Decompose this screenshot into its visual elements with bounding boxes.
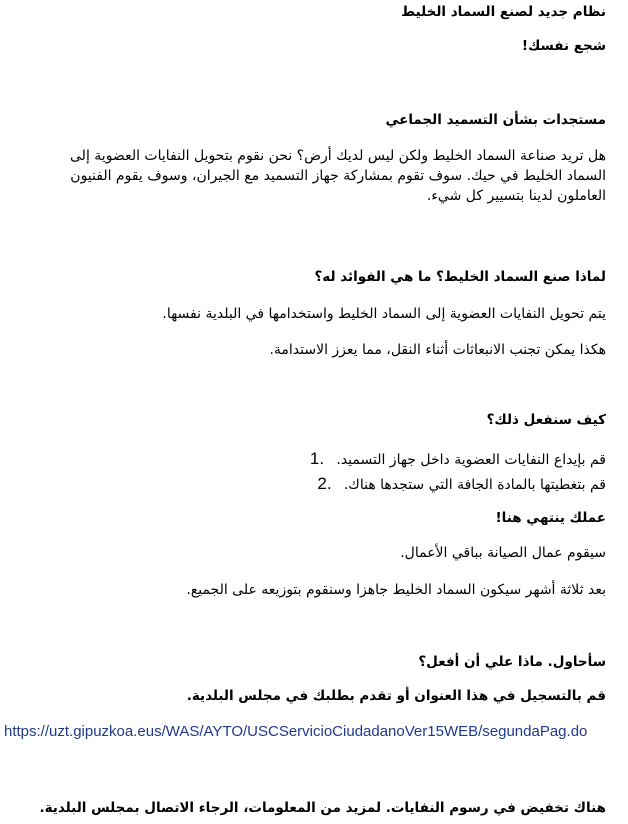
- news-paragraph-line: السماد الخليط في حيك. سوف تقوم بمشاركة جهاز التسميد مع الجيران، وسوف يقوم الفنيون: [70, 168, 606, 184]
- try-instruction: قم بالتسجيل في هذا العنوان أو تقدم بطلبك في مجلس البلدية.: [186, 688, 606, 704]
- try-heading: سأحاول. ماذا علي أن أفعل؟: [418, 654, 606, 670]
- discount-notice: هناك تخفيض في رسوم النفايات. لمزيد من المعلومات، الرجاء الاتصال بمجلس البلدية.: [39, 800, 606, 816]
- news-paragraph-line: هل تريد صناعة السماد الخليط ولكن ليس لديك أرض؟ نحن نقوم بتحويل النفايات العضوية إلى: [70, 148, 606, 164]
- list-item-number: 1.: [309, 449, 325, 468]
- news-paragraph: [18, 146, 606, 206]
- document-tagline: شجع نفسك!: [521, 38, 606, 54]
- list-item-text: قم بتغطيتها بالمادة الجافة التي ستجدها هناك.: [343, 477, 606, 493]
- done-line-2: بعد ثلاثة أشهر سيكون السماد الخليط جاهزا وسنقوم بتوزيعه على الجميع.: [186, 582, 606, 598]
- list-item: [310, 449, 606, 470]
- why-line-1: يتم تحويل النفايات العضوية إلى السماد الخليط واستخدامها في البلدية نفسها.: [162, 306, 606, 322]
- list-item: [310, 474, 606, 495]
- news-paragraph-line: العاملون لدينا بتسيير كل شيء.: [426, 188, 606, 204]
- done-line-1: سيقوم عمال الصيانة بباقي الأعمال.: [400, 545, 606, 561]
- why-line-2: هكذا يمكن تجنب الانبعاثات أثناء النقل، مما يعزز الاستدامة.: [269, 342, 606, 358]
- list-item-number: 2.: [317, 474, 332, 493]
- list-item-text: قم بإيداع النفايات العضوية داخل جهاز التسميد.: [336, 452, 606, 468]
- how-heading: كيف سنفعل ذلك؟: [486, 412, 606, 428]
- how-steps-list: [310, 449, 606, 495]
- document-title: نظام جديد لصنع السماد الخليط: [401, 4, 606, 20]
- news-heading: مستجدات بشأن التسميد الجماعي: [385, 112, 606, 128]
- why-heading: لماذا صنع السماد الخليط؟ ما هي الفوائد له؟: [314, 269, 606, 285]
- registration-link[interactable]: https://uzt.gipuzkoa.eus/WAS/AYTO/USCServicioCiudadanoVer15WEB/segundaPag.do: [4, 723, 588, 740]
- done-heading: عملك ينتهي هنا!: [495, 510, 606, 526]
